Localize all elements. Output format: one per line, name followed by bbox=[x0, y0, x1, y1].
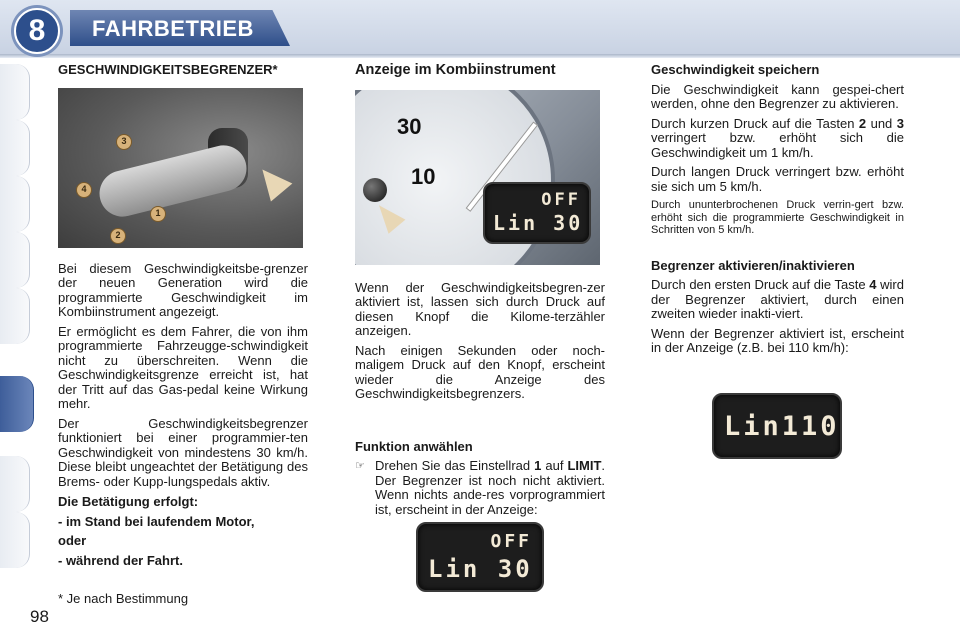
condition-or: oder bbox=[58, 533, 87, 548]
lcd-limit-value: Lin 30 bbox=[428, 555, 533, 583]
side-tab[interactable] bbox=[0, 120, 30, 176]
callout-2: 2 bbox=[110, 228, 126, 244]
paragraph: Er ermöglicht es dem Fahrer, die von ihm programmierte Fahrzeugge-schwindigkeit nicht zu überschreiten. Wenn die Geschwindigkeitsgrenze erreicht ist, hat der Tritt auf das Gas-pedal keine Wirkung mehr. bbox=[58, 323, 308, 411]
chapter-number-badge: 8 bbox=[14, 8, 60, 54]
lcd-status-off: OFF bbox=[541, 190, 581, 210]
instruction-text-part: Drehen Sie das Einstellrad bbox=[375, 458, 535, 473]
activation-heading: Die Betätigung erfolgt: bbox=[58, 494, 199, 509]
text-part: verringert bzw. erhöht sich die Geschwindigkeit um 1 km/h. bbox=[651, 130, 904, 160]
page-number: 98 bbox=[30, 607, 49, 626]
limit-label: LIMIT bbox=[567, 458, 602, 473]
side-tab[interactable] bbox=[0, 176, 30, 232]
button-number: 2 bbox=[858, 115, 867, 131]
paragraph: Wenn der Geschwindigkeitsbegren-zer aktiviert ist, lassen sich durch Druck auf diesen Knopf die Kilome-terzähler anzeigen. bbox=[355, 279, 605, 338]
display-button-icon bbox=[363, 178, 387, 202]
activate-heading: Begrenzer aktivieren/inaktivieren bbox=[651, 257, 855, 273]
small-note: Durch ununterbrochenen Druck verrin-gert bzw. erhöht sich die programmierte Geschwindigkeit in Schritten von 5 km/h. bbox=[651, 199, 904, 236]
instruction-text bbox=[375, 459, 605, 517]
chapter-side-tabs bbox=[0, 64, 34, 584]
text-part: Durch kurzen Druck auf die Tasten bbox=[651, 115, 859, 131]
lcd-display-cluster bbox=[483, 182, 591, 244]
thumbwheel-number: 1 bbox=[534, 458, 542, 473]
section-heading-speed-limiter: GESCHWINDIGKEITSBEGRENZER* bbox=[58, 62, 278, 77]
lcd-display-active bbox=[712, 393, 842, 459]
paragraph: Wenn der Begrenzer aktiviert ist, erscheint in der Anzeige (z.B. bei 110 km/h): bbox=[651, 325, 904, 355]
lcd-limit-value: Lin110 bbox=[724, 410, 840, 442]
page-title: FAHRBETRIEB bbox=[92, 16, 254, 41]
dial-number: 10 bbox=[411, 163, 436, 189]
callout-3: 3 bbox=[116, 134, 132, 150]
callout-4: 4 bbox=[76, 182, 92, 198]
side-tab-active[interactable] bbox=[0, 376, 34, 432]
lcd-limit-value: Lin 30 bbox=[493, 211, 584, 235]
instruction-text-part: . Der Begrenzer ist noch nicht aktiviert. Wenn nichts ande-res vorprogrammiert ist, erscheint in der Anzeige: bbox=[375, 458, 606, 517]
button-number: 3 bbox=[896, 115, 904, 131]
column-instrument-display bbox=[355, 63, 605, 517]
dial-number: 30 bbox=[397, 113, 422, 139]
stalk-lever bbox=[95, 140, 252, 221]
footnote: * Je nach Bestimmung bbox=[58, 591, 189, 606]
save-speed-heading: Geschwindigkeit speichern bbox=[651, 62, 820, 77]
paragraph: Die Geschwindigkeit kann gespei-chert werden, ohne den Begrenzer zu aktivieren. bbox=[651, 81, 904, 111]
paragraph: Der Geschwindigkeitsbegrenzer funktioniert bei einer programmier-ten Geschwindigkeit von mindestens 30 km/h. Diese bleibt ungeachtet der Betätigung des Brems- oder Kupp-lungspedals aktiv. bbox=[58, 415, 308, 489]
lcd-display-off bbox=[416, 522, 544, 592]
pointing-hand-icon: ☞ bbox=[355, 460, 365, 472]
column-speed-limiter bbox=[58, 63, 308, 568]
paragraph: Bei diesem Geschwindigkeitsbe-grenzer der neuen Generation wird die programmierte Geschwindigkeit im Kombiinstrument angezeigt. bbox=[58, 260, 308, 319]
callout-1: 1 bbox=[150, 206, 166, 222]
instrument-cluster-image bbox=[355, 90, 600, 265]
side-tab[interactable] bbox=[0, 288, 30, 344]
paragraph bbox=[651, 278, 904, 322]
speed-limiter-stalk-image bbox=[58, 88, 303, 248]
side-tab[interactable] bbox=[0, 64, 30, 120]
paragraph bbox=[651, 117, 904, 161]
side-tab[interactable] bbox=[0, 456, 30, 512]
instruction-text-part: auf bbox=[541, 458, 568, 473]
button-number: 4 bbox=[869, 277, 877, 292]
side-tab[interactable] bbox=[0, 512, 30, 568]
condition-item: - während der Fahrt. bbox=[58, 552, 183, 568]
side-tab[interactable] bbox=[0, 232, 30, 288]
text-part: Durch den ersten Druck auf die Taste bbox=[651, 277, 870, 292]
section-heading-display: Anzeige im Kombiinstrument bbox=[355, 62, 556, 78]
text-part: und bbox=[866, 115, 897, 131]
instruction-item bbox=[355, 459, 605, 517]
paragraph: Nach einigen Sekunden oder noch-maligem Druck auf den Knopf, erscheint wieder die Anzeige des Geschwindigkeitsbegrenzers. bbox=[355, 342, 605, 401]
condition-item: - im Stand bei laufendem Motor, bbox=[58, 513, 255, 529]
column-store-activate bbox=[651, 63, 904, 361]
pointer-arrow-icon bbox=[252, 160, 293, 201]
text-part: wird der Begrenzer aktiviert, durch einen zweiten wieder inakti-viert. bbox=[651, 277, 904, 321]
lcd-status-off: OFF bbox=[490, 531, 532, 552]
function-select-heading: Funktion anwählen bbox=[355, 438, 473, 454]
paragraph: Durch langen Druck verringert bzw. erhöht sie sich um 5 km/h. bbox=[651, 164, 904, 194]
